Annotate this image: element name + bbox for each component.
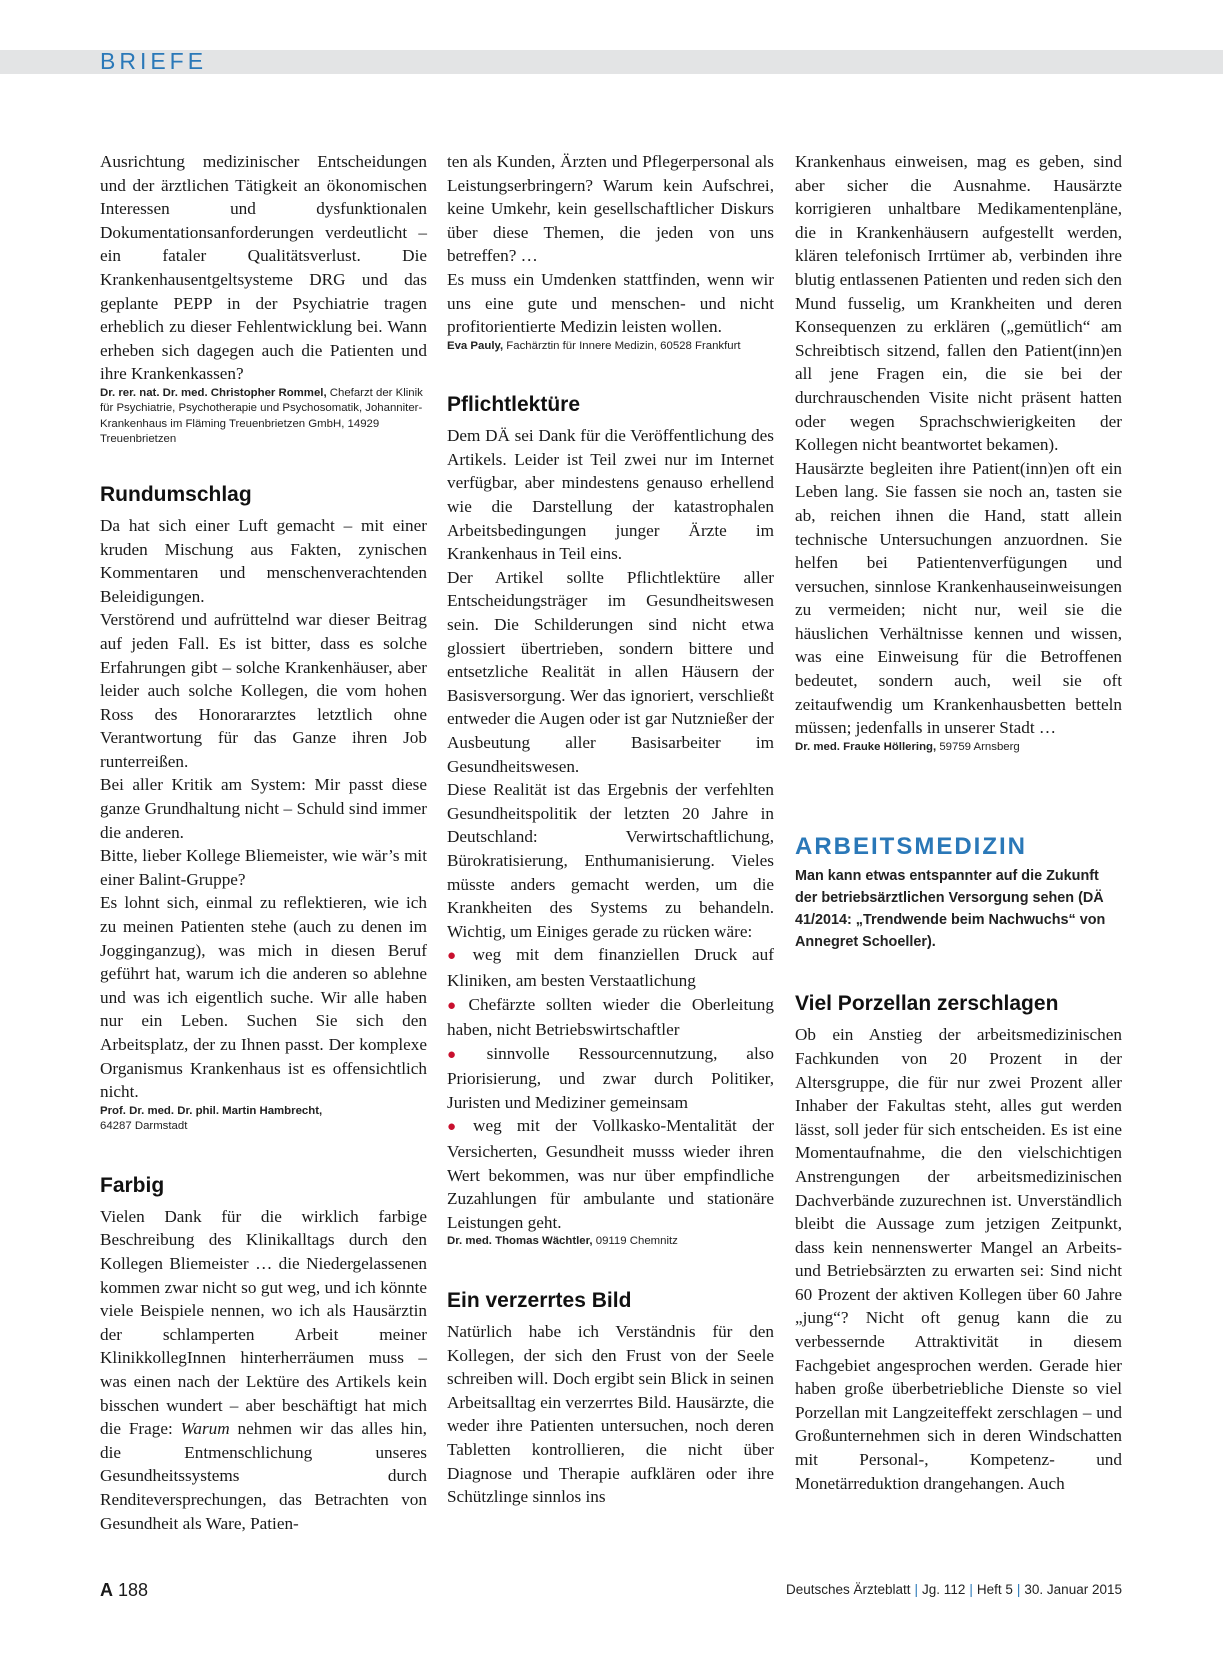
signature-name: Dr. rer. nat. Dr. med. Christopher Rommel, [100,386,327,399]
signature-details: Chefarzt der Klinik für Psychiatrie, Psychotherapie und Psychosomatik, Johanniter-Krankenhaus im Fläming Treuenbrietzen GmbH, 14929 Treuenbrietzen [100,386,423,446]
letter-paragraph: ten als Kunden, Ärzten und Pflegerpersonal als Leistungserbringern? Warum kein Aufschrei, keine Umkehr, kein gesellschaftlicher Diskurs über diese Themen, die jeden von uns betreffen? … [447,152,774,266]
separator: | [1016,1582,1021,1597]
column-3 [795,150,1122,1495]
journal-name: Deutsches Ärzteblatt [785,1582,911,1597]
signature-name: Dr. med. Frauke Höllering, [795,740,937,753]
emphasis-text: Warum [180,1419,230,1439]
topic-deck: Man kann etwas entspannter auf die Zukunft der betriebsärztlichen Versorgung sehen (DÄ 41/2014: „Trendwende beim Nachwuchs“ von Annegret Schoeller). [795,868,1106,951]
letter-signature [795,740,1122,756]
letter-paragraph: Hausärzte begleiten ihre Patient(inn)en oft ein Leben lang. Sie fassen sie noch an, tasten sie ab, reichen ihnen die Hand, statt allein technische Untersuchungen anzuordnen. Sie helfen bei Patientenverfügungen und versuchen, sinnlose Krankenhauseinweisungen zu vermeiden; nicht nur, weil sie die häuslichen Verhältnisse kennen und wissen, was eine Einweisung für die Betroffenen bedeutet, sondern auch, weil sie oft zeitaufwendig um Krankenhausbetten betteln müssen; jedenfalls in unserer Stadt … [795,458,1122,738]
letter-heading-verzerrtes-bild: Ein verzerrtes Bild [447,1288,632,1312]
bullet-text: sinnvolle Ressourcennutzung, also Priorisierung, und zwar durch Politiker, Juristen und Mediziner gemeinsam [447,1043,774,1112]
signature-name: Dr. med. Thomas Wächtler, [447,1235,593,1248]
bullet-item [447,1042,774,1115]
letter-heading-pflichtlektuere: Pflichtlektüre [447,393,581,417]
letter-paragraph [100,1205,427,1535]
bullet-item [447,993,774,1042]
bullet-dot-icon: ● [447,1119,468,1136]
bullet-text: weg mit der Vollkasko-Mentalität der Versicherten, Gesundheit musss wieder ihren Wert bekommen, was nur über empfindliche Zuzahlungen für ambulante und stationäre Leistungen geht. [447,1116,775,1232]
journal-volume: Jg. 112 [922,1582,966,1597]
separator: | [914,1582,919,1597]
column-1 [100,150,427,1535]
bullet-dot-icon: ● [447,948,467,965]
separator: | [969,1582,973,1597]
signature-details: 59759 Arnsberg [936,740,1020,753]
signature-name: Prof. Dr. med. Dr. phil. Martin Hambrecht, [100,1104,323,1117]
letter-heading-rundumschlag: Rundumschlag [100,482,252,506]
letter-paragraph: Es lohnt sich, einmal zu reflektieren, wie ich zu meinen Patienten stehe (auch zu denen im Jogginganzug), was mich in diesen Beruf geführt hat, warum ich die anderen so ablehne und was ich eigentlich suche. Wir alle haben nur ein Leben. Suchen Sie sich den Arbeitsplatz, der zu Ihnen passt. Der komplexe Organismus Krankenhaus ist es offensichtlich nicht. [100,893,427,1102]
letter-paragraph: Diese Realität ist das Ergebnis der verfehlten Gesundheitspolitik der letzten 20 Jahre in Deutschland: Verwirtschaftlichung, Bürokratisierung, Enthumanisierung. Vieles müsste anders gemacht werden, um die Krankheiten des Systems zu behandeln. Wichtig, um Einiges gerade zu rücken wäre: [447,780,774,941]
letter-heading-porzellan: Viel Porzellan zerschlagen [795,992,1059,1016]
journal-date: 30. Januar 2015 [1024,1582,1122,1597]
bullet-item [447,1114,774,1234]
letter-paragraph: Da hat sich einer Luft gemacht – mit einer kruden Mischung aus Fakten, zynischen Kommentaren und menschenverachtenden Beleidigungen. [100,515,427,606]
bullet-dot-icon: ● [447,997,463,1014]
letter-signature [447,339,774,355]
letter-paragraph: Bitte, lieber Kollege Bliemeister, wie wär’s mit einer Balint-Gruppe? [100,846,427,889]
letter-paragraph: Ausrichtung medizinischer Entscheidungen und der ärztlichen Tätigkeit an ökonomischen Interessen und dysfunktionalen Dokumentationsanforderungen verdeutlicht – ein fataler Qualitätsverlust. Die Krankenhausentgeltsysteme DRG und das geplante PEPP in der Psychiatrie tragen erheblich zu dieser Fehlentwicklung bei. Wann erheben sich dagegen auch die Patienten und ihre Krankenkassen? [100,152,427,384]
letter-paragraph: Dem DÄ sei Dank für die Veröffentlichung des Artikels. Leider ist Teil zwei nur im Internet verfügbar, aber mindestens genauso erhellend wie die Darstellung der katastrophalen Arbeitsbedingungen junger Ärzte im Krankenhaus in Teil eins. [447,426,774,564]
column-2 [447,150,774,1509]
paragraph-text: nehmen wir das alles hin, die Entmenschlichung unseres Gesundheitssystems durch Renditeversprechungen, das Betrachten von Gesundheit als Ware, Patien- [100,1419,427,1533]
letter-paragraph: Krankenhaus einweisen, mag es geben, sind aber sicher die Ausnahme. Hausärzte korrigieren unhaltbare Medikamentenpläne, die in Krankenhäusern aufgestellt werden, klären telefonisch Irrtümer ab, verbinden ihre blutig entlassenen Patienten und reden sich den Mund fusselig, um Krankheiten und deren Konsequenzen zu erklären („gemütlich“ am Schreibtisch sitzend, fallen den Patient(inn)en all jene Fragen ein, die sie bei der durchrauschenden Visite nicht präsent hatten oder wegen Sprachschwierigkeiten der Kollegen nicht beantwortet bekamen). [795,152,1122,455]
letter-paragraph: Der Artikel sollte Pflichtlektüre aller Entscheidungsträger im Gesundheitswesen sein. Die Schilderungen sind nicht etwa glossiert übertrieben, sondern bittere und entsetzliche Realität in allen Häusern der Basisversorgung. Wer das ignoriert, verschließt entweder die Augen oder ist gar Nutznießer der Ausbeutung aller Basisarbeiter im Gesundheitswesen. [447,567,774,776]
letter-heading-farbig: Farbig [100,1173,165,1197]
bullet-text: weg mit dem finanziellen Druck auf Kliniken, am besten Verstaatlichung [447,945,774,990]
signature-name: Eva Pauly, [447,339,504,352]
letter-paragraph: Natürlich habe ich Verständnis für den Kollegen, der sich den Frust von der Seele schreiben will. Doch ergibt sein Blick in seinen Arbeitsalltag ein verzerrtes Bild. Hausärzte, die weder ihre Patienten untersuchen, noch deren Tabletten kontrollieren, die nicht über Diagnose und Therapie aufklären oder ihre Schützlinge sinnlos ins [447,1321,774,1507]
letter-signature [447,1234,774,1250]
letter-paragraph: Ob ein Anstieg der arbeitsmedizinischen Fachkunden von 20 Prozent in der Altersgruppe, die für nur zwei Prozent aller Inhaber der Fakultas steht, alles gut werden lässt, soll jeder für sich entscheiden. Es ist eine Momentaufnahme, die den vielschichtigen Anstrengungen der arbeitsmedizinischen Dachverbände zuzurechnen ist. Unverständlich bleibt die Aussage zum jetzigen Zeitpunkt, dass kein nennenswerter Mangel an Arbeits- und Betriebsärzten zu erwarten sei: Sind nicht 60 Prozent der aktiven Kollegen über 60 Jahre „jung“? Nicht oft genug kann die zu verbessernde Attraktivität in diesem Fachgebiet angesprochen werden. Gerade hier haben große überbetriebliche Dienste so viel Porzellan mit Langzeiteffekt zerschlagen – und Großunternehmen sich in deren Windschatten mit Personal-, Kompetenz- und Monetärreduktion drangehangen. Auch [795,1025,1122,1493]
journal-issue: Heft 5 [976,1582,1013,1597]
letter-paragraph: Bei aller Kritik am System: Mir passt diese ganze Grundhaltung nicht – Schuld sind immer die anderen. [100,775,427,842]
page-number-value: 188 [118,1580,149,1600]
signature-details: Fachärztin für Innere Medizin, 60528 Frankfurt [503,339,741,352]
signature-details: 64287 Darmstadt [100,1120,188,1133]
paragraph-text: Vielen Dank für die wirklich farbige Beschreibung des Klinikalltags durch den Kollegen Bliemeister … die Niedergelassenen kommen zwar nicht so gut weg, und ich könnte viele Beispiele nennen, wo ich als Hausärztin der schlamperten Arbeit meiner KlinikkollegInnen hinterherräumen muss – was einen nach der Lektüre des Artikels kein bisschen wundert – aber beschäftigt hat mich die Frage: [100,1206,427,1439]
journal-info [786,1582,1122,1597]
section-label: BRIEFE [100,48,208,74]
page-footer [0,1580,1223,1610]
letter-paragraph: Es muss ein Umdenken stattfinden, wenn wir uns eine gute und menschen- und nicht profitorientierte Medizin leisten wollen. [447,269,774,337]
bullet-item [447,943,774,992]
page-number [100,1580,148,1601]
page-letter: A [100,1580,113,1600]
bullet-text: Chefärzte sollten wieder die Oberleitung haben, nicht Betriebswirtschaftler [447,994,774,1040]
signature-details: 09119 Chemnitz [592,1235,678,1248]
letter-signature [100,386,427,448]
letter-signature [100,1104,427,1135]
topic-kicker: ARBEITSMEDIZIN [795,833,1027,861]
letter-paragraph: Verstörend und aufrüttelnd war dieser Beitrag auf jeden Fall. Es ist bitter, dass es solche Erfahrungen gibt – solche Krankenhäuser, aber leider auch solche Kollegen, die vom hohen Ross des Honorararztes letztlich ohne Verantwortung für das Ganze ihren Job runterreißen. [100,610,427,771]
bullet-dot-icon: ● [447,1046,481,1063]
